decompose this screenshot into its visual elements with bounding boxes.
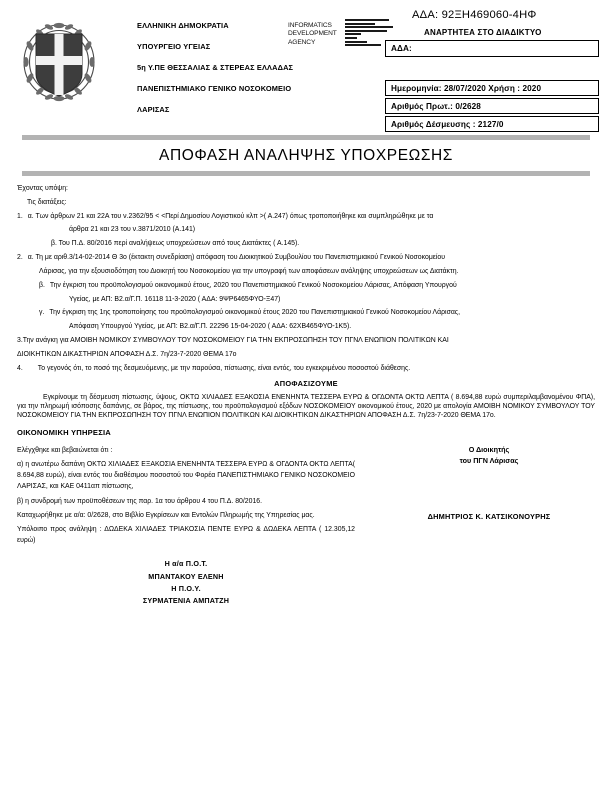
officer-name-1: ΜΠΑΝΤΑΚΟΥ ΕΛΕΝΗ (148, 571, 224, 581)
list-item-4-text: Το γεγονός ότι, το ποσό της δεσμευόμενης, με την παρούσα, πίστωσης, είναι εντός, του εγκεκριμένου ποσοστού διάθεσης. (37, 364, 411, 372)
list-item-2a-continuation: Λάρισας, για την εξουσιοδότηση του Διοικητή του Νοσοκομείου για την υπογραφή των αποφάσεων ανάληψης υποχρεώσεων ως Διατάκτη. (39, 267, 459, 275)
having-in-mind-line: Έχοντας υπόψη: (17, 185, 68, 192)
ada-number: ΑΔΑ: 92ΞΗ469060-4ΗΦ (412, 9, 537, 21)
list-item-3-text: 3.Την ανάγκη για ΑΜΟΙΒΗ ΝΟΜΙΚΟΥ ΣΥΜΒΟΥΛΟΥ ΤΟΥ ΝΟΣΟΚΟΜΕΙΟΥ ΓΙΑ ΤΗΝ ΕΚΠΡΟΣΩΠΗΣΗ ΤΟΥ ΠΓΝΛ ΕΝΩΠΙΟΝ ΠΟΛΙΤΙΚΩΝ ΚΑΙ (17, 337, 449, 345)
list-item-2c (17, 309, 595, 318)
page-title: ΑΠΟΦΑΣΗ ΑΝΑΛΗΨΗΣ ΥΠΟΧΡΕΩΣΗΣ (159, 147, 453, 164)
officer-title-1: Η α/α Π.Ο.Τ. (164, 559, 208, 569)
financial-service-column (17, 445, 355, 547)
list-item-2b (17, 282, 595, 291)
officer-title-2: Η Π.Ο.Υ. (171, 584, 201, 594)
list-item-1-marker: 1. (17, 212, 23, 220)
list-item-1a-text: α. Των άρθρων 21 και 22Α του ν.2362/95 < <Περί Δημοσίου Λογιστικού κλπ >( Α.247) όπως τροποποιήθηκε και συμπληρώθηκε με τα (27, 212, 434, 220)
date-field-box: Ημερομηνία: 28/07/2020 Χρήση : 2020 (385, 80, 599, 96)
list-item-2b-continuation: Υγείας, με ΑΠ: Β2.α/Γ.Π. 16118 11-3-2020 ( ΑΔΑ: 9ΨΡ6465ΦΥΟ-Ξ47) (69, 295, 281, 303)
director-title-line-2: του ΠΓΝ Λάρισας (459, 455, 519, 465)
list-item-2-marker: 2. (17, 254, 23, 262)
list-item-4-marker: 4. (17, 364, 23, 372)
document-body (0, 176, 612, 438)
financial-item-b: β) η συνδρομή των προϋποθέσεων της παρ. 1α του άρθρου 4 του Π.Δ. 80/2016. (17, 497, 263, 505)
director-signature-block (383, 445, 595, 523)
officer-name-2: ΣΥΡΜΑΤΕΝΙΑ ΑΜΠΑΤΖΗ (142, 596, 230, 606)
list-item-2c-continuation: Απόφαση Υπουργού Υγείας, με ΑΠ: Β2.α/Γ.Π. 22296 15-04-2020 ( ΑΔΑ: 62ΧΒ465ΦΥΟ-1Κ5). (69, 323, 352, 331)
director-name: ΔΗΜΗΤΡΙΟΣ Κ. ΚΑΤΣΙΚΟΝΟΥΡΗΣ (427, 512, 551, 522)
list-item-2c-text: Την έγκριση της 1ης τροποποίησης του προϋπολογισμού οικονομικού έτους 2020 του Πανεπιστημιακού Γενικού Νοσοκομείου Λάρισας, (49, 309, 461, 317)
anartitea-label: ΑΝΑΡΤΗΤΕΑ ΣΤΟ ΔΙΑΔΙΚΤΥΟ (424, 28, 542, 37)
organization-name-block (137, 22, 312, 127)
ada-field-box: ΑΔΑ: (385, 40, 599, 57)
apofasizoume-heading: ΑΠΟΦΑΣΙΖΟΥΜΕ (274, 378, 338, 388)
list-item-2b-text: Την έγκριση του προϋπολογισμού οικονομικού έτους, 2020 του Πανεπιστημιακού Γενικού Νοσοκομείου Λάρισας, Απόφαση Υπουργού (49, 281, 457, 289)
list-item-2b-marker: β. (39, 281, 45, 289)
org-line-1: ΕΛΛΗΝΙΚΗ ΔΗΜΟΚΡΑΤΙΑ (137, 21, 229, 30)
list-item-4 (17, 365, 595, 374)
org-line-2: ΥΠΟΥΡΓΕΙΟ ΥΓΕΙΑΣ (137, 41, 211, 51)
list-item-1 (17, 213, 595, 222)
remaining-balance-line: Υπόλοιπο προς ανάληψη : ΔΩΔΕΚΑ ΧΙΛΙΑΔΕΣ ΤΡΙΑΚΟΣΙΑ ΠΕΝΤΕ ΕΥΡΩ & ΔΩΔΕΚΑ ΛΕΠΤΑ ( 12.305,12 ευρώ) (17, 525, 355, 545)
informatics-development-agency-label: INFORMATICS DEVELOPMENT AGENCY (288, 22, 337, 46)
list-item-3-continuation: ΔΙΟΙΚΗΤΙΚΩΝ ΔΙΚΑΣΤΗΡΙΩΝ ΑΠΟΦΑΣΗ Δ.Σ. 7η/23-7-2020 ΘΕΜΑ 17ο (17, 350, 237, 358)
list-item-1a-continuation: άρθρα 21 και 23 του ν.3871/2010 (Α.141) (69, 226, 196, 234)
list-item-1b-text: β. Του Π.Δ. 80/2016 περί αναλήψεως υποχρεώσεων από τους Διατάκτες ( Α.145). (51, 240, 300, 248)
org-line-3: 5η Υ.ΠΕ ΘΕΣΣΑΛΙΑΣ & ΣΤΕΡΕΑΣ ΕΛΛΑΔΑΣ (137, 62, 294, 72)
director-title-line-1: Ο Διοικητής (468, 444, 510, 454)
officer-signature-block (17, 558, 355, 608)
greek-coat-of-arms-emblem (18, 16, 100, 108)
decision-paragraph: Εγκρίνουμε τη δέσμευση πίστωσης, ύψους, ΟΚΤΩ ΧΙΛΙΑΔΕΣ ΕΞΑΚΟΣΙΑ ΕΝΕΝΗΝΤΑ ΤΕΣΣΕΡΑ ΕΥΡΩ & ΟΓΔΟΝΤΑ ΟΚΤΩ ΛΕΠΤΑ ( 8.694,88 ευρώ συμπεριλαμβανομένου ΦΠΑ), για την πληρωμή ισόποσης δαπάνης, σε βάρος, της πίστωσης, του προϋπολογισμού εξόδων ΝΟΣΟΚΟΜΕΙΟΥ οικονομικού έτους, 2020 με απολογία ΑΜΟΙΒΗ ΝΟΜΙΚΟΥ ΣΥΜΒΟΥΛΟΥ ΤΟΥ ΝΟΣΟΚΟΜΕΙΟΥ ΓΙΑ ΤΗΝ ΕΚΠΡΟΣΩΠΗΣΗ ΤΟΥ ΠΓΝΛ ΕΝΩΠΙΟΝ ΠΟΛΙΤΙΚΩΝ ΚΑΙ ΔΙΟΙΚΗΤΙΚΩΝ ΔΙΚΑΣΤΗΡΙΩΝ ΑΠΟΦΑΣΗ Δ.Σ. 7η/23-7-2020 ΘΕΜΑ 17ο. (17, 394, 595, 419)
lower-section (0, 445, 612, 608)
list-item-2a-text: α. Τη με αριθ.3/14-02-2014 Θ 3ο (έκτακτη συνεδρίαση) απόφαση του Διοικητικού Συμβουλίου του Πανεπιστημιακού Γενικού Νοσοκομείου (27, 254, 446, 262)
protocol-number-box: Αριθμός Πρωτ.: 0/2628 (385, 98, 599, 114)
org-line-5: ΛΑΡΙΣΑΣ (137, 104, 170, 114)
list-item-2 (17, 254, 595, 263)
financial-service-heading: ΟΙΚΟΝΟΜΙΚΗ ΥΠΗΡΕΣΙΑ (17, 428, 111, 438)
checked-line: Ελέγχθηκε και βεβαιώνεται ότι : (17, 446, 113, 454)
provisions-line: Τις διατάξεις: (27, 198, 67, 206)
org-line-4: ΠΑΝΕΠΙΣΤΗΜΙΑΚΟ ΓΕΝΙΚΟ ΝΟΣΟΚΟΜΕΙΟ (137, 83, 292, 93)
document-header (0, 0, 612, 128)
commitment-number-box: Αριθμός Δέσμευσης : 2127/0 (385, 116, 599, 132)
financial-item-a: α) η ανωτέρω δαπάνη ΟΚΤΩ ΧΙΛΙΑΔΕΣ ΕΞΑΚΟΣΙΑ ΕΝΕΝΗΝΤΑ ΤΕΣΣΕΡΑ ΕΥΡΩ & ΟΓΔΟΝΤΑ ΟΚΤΩ ΛΕΠΤΑ( 8.694,88 ευρώ), είναι εντός του διαθέσιμου ποσοστού του Φορέα ΠΑΝΕΠΙΣΤΗΜΙΑΚΟ ΓΕΝΙΚΟ ΝΟΣΟΚΟΜΕΙΟ ΛΑΡΙΣΑΣ, και ΚΑΕ 0411απ πίστωσης, (17, 460, 355, 491)
list-item-2c-marker: γ. (39, 309, 45, 317)
registration-line: Καταχωρήθηκε με α/α: 0/2628, στο Βιβλίο Εγκρίσεων και Εντολών Πληρωμής της Υπηρεσίας μας. (17, 511, 315, 519)
